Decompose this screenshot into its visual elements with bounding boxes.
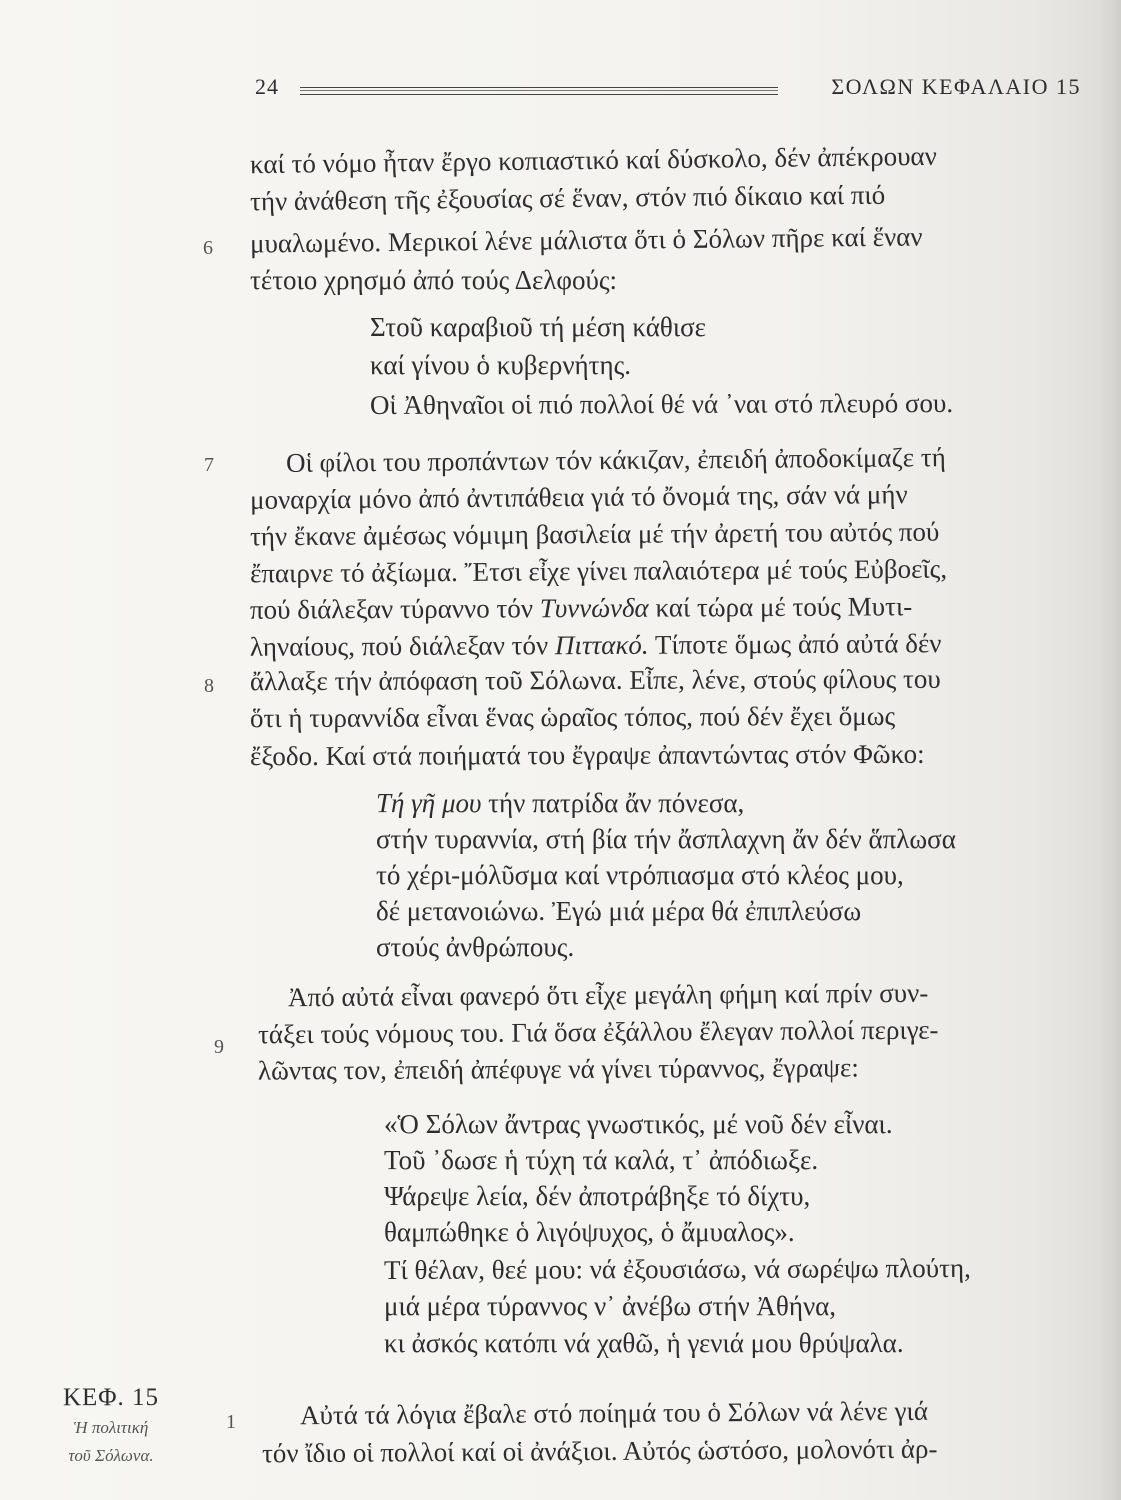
chapter-subtitle: Ἡ πολιτική [73,1418,149,1437]
section-number: 8 [204,675,214,697]
text-line: ὅτι ἡ τυραννίδα εἶναι ἕνας ὡραῖος τόπος, πού δέν ἔχει ὅμως [249,700,896,734]
text-segment: ληναίους, πού διάλεξαν τόν [249,630,556,662]
running-title: ΣΟΛΩΝ ΚΕΦΑΛΑΙΟ 15 [831,74,1081,99]
section-number: 1 [226,1411,236,1433]
header-rule [300,87,778,95]
verse-line: Στοῦ καραβιοῦ τή μέση κάθισε [370,312,707,342]
verse-line: τό χέρι-μόλῦσμα καί ντρόπιασμα στό κλέος μου, [376,860,904,890]
proper-name-italic: Πιττακό. [554,629,649,661]
verse-italic: Τή γῆ μου [376,788,482,818]
section-number: 9 [214,1036,224,1058]
text-line: τήν ἔκανε ἀμέσως νόμιμη βασιλεία μέ τήν ἀρετή του αὐτός πού [249,516,940,552]
verse-line: μιά μέρα τύραννος ν᾽ ἀνέβω στήν Ἀθήνα, [384,1291,837,1321]
page-gutter-shadow [1099,0,1121,1500]
text-line: Αὐτά τά λόγια ἔβαλε στό ποίημά του ὁ Σόλων νά λένε γιά [299,1395,929,1431]
text-line: Οἱ φίλοι του προπάντων τόν κάκιζαν, ἐπειδή ἀποδοκίμαζε τή [285,442,946,478]
verse-line: δέ μετανοιώνω. Ἐγώ μιά μέρα θά ἐπιπλεύσω [376,896,862,926]
text-line: τάξει τούς νόμους του. Γιά ὅσα ἐξάλλου ἔλεγαν πολλοί περιγε- [257,1014,939,1050]
text-line: καί τό νόμο ἦταν ἔργο κοπιαστικό καί δύσκολο, δέν ἀπέκρουαν [249,140,937,180]
verse-line: Τοῦ ᾽δωσε ἡ τύχη τά καλά, τ᾽ ἀπόδιωξε. [384,1145,819,1175]
text-segment: τήν πατρίδα ἄν πόνεσα, [481,788,745,818]
text-line: ἔπαιρνε τό ἀξίωμα. Ἔτσι εἶχε γίνει παλαιότερα μέ τούς Εὐβοεῖς, [249,553,948,589]
text-segment: πού διάλεξαν τύραννο τόν [249,593,540,625]
verse-line: Τί θέλαν, θεέ μου: νά ἐξουσιάσω, νά σωρέψω πλούτη, [383,1252,971,1286]
verse-line: θαμπώθηκε ὁ λιγόψυχος, ὁ ἄμυαλος». [384,1217,795,1247]
text-line: Ἀπό αὐτά εἶναι φανερό ὅτι εἶχε μεγάλη φήμη καί πρίν συν- [287,977,929,1013]
verse-line: καί γίνου ὁ κυβερνήτης. [370,350,632,380]
section-number: 7 [204,454,214,476]
text-line: μυαλωμένο. Μερικοί λένε μάλιστα ὅτι ὁ Σόλων πῆρε καί ἕναν [249,221,923,259]
text-segment: Τίποτε ὅμως ἀπό αὐτά δέν [648,628,942,660]
text-line: τέτοιο χρησμό ἀπό τούς Δελφούς: [250,265,618,295]
text-line: λῶντας τον, ἐπειδή ἀπέφυγε νά γίνει τύραννος, ἔγραψε: [257,1052,859,1086]
section-number: 6 [203,237,213,259]
verse-line: Ψάρεψε λεία, δέν ἀποτράβηξε τό δίχτυ, [384,1181,811,1211]
verse-line: Οἱ Ἀθηναῖοι οἱ πιό πολλοί θέ νά ᾽ναι στό πλευρό σου. [369,387,954,421]
text-line [250,588,912,627]
chapter-heading: ΚΕΦ. 15 [62,1384,160,1411]
verse-line: «Ὁ Σόλων ἄντρας γνωστικός, μέ νοῦ δέν εἶναι. [384,1109,893,1139]
page-number: 24 [255,74,279,99]
chapter-subtitle: τοῦ Σόλωνα. [68,1446,154,1465]
text-line: τόν ἴδιο οἱ πολλοί καί οἱ ἀνάξιοι. Αὐτός ὡστόσο, μολονότι ἀρ- [261,1433,938,1469]
text-line: ἄλλαξε τήν ἀπόφαση τοῦ Σόλωνα. Εἶπε, λένε, στούς φίλους του [249,663,941,697]
text-line: μοναρχία μόνο ἀπό ἀντιπάθεια γιά τό ὄνομά της, σάν νά μήν [249,479,908,515]
verse-line: στήν τυραννία, στή βία τήν ἄσπλαχνη ἄν δέν ἅπλωσα [376,824,956,854]
proper-name-italic: Τυννώνδα [539,592,649,624]
verse-line: κι ἀσκός κατόπι νά χαθῶ, ἡ γενιά μου θρύψαλα. [384,1328,904,1358]
text-line [250,625,942,665]
text-segment: καί τώρα μέ τούς Μυτι- [648,591,913,623]
verse-line [376,785,744,821]
text-line: ἔξοδο. Καί στά ποιήματά του ἔγραψε ἀπαντώντας στόν Φῶκο: [249,738,925,772]
verse-line: στούς ἀνθρώπους. [376,932,575,962]
text-line: τήν ἀνάθεση τῆς ἐξουσίας σέ ἕναν, στόν πιό δίκαιο καί πιό [249,179,886,217]
page-header [255,74,1081,108]
